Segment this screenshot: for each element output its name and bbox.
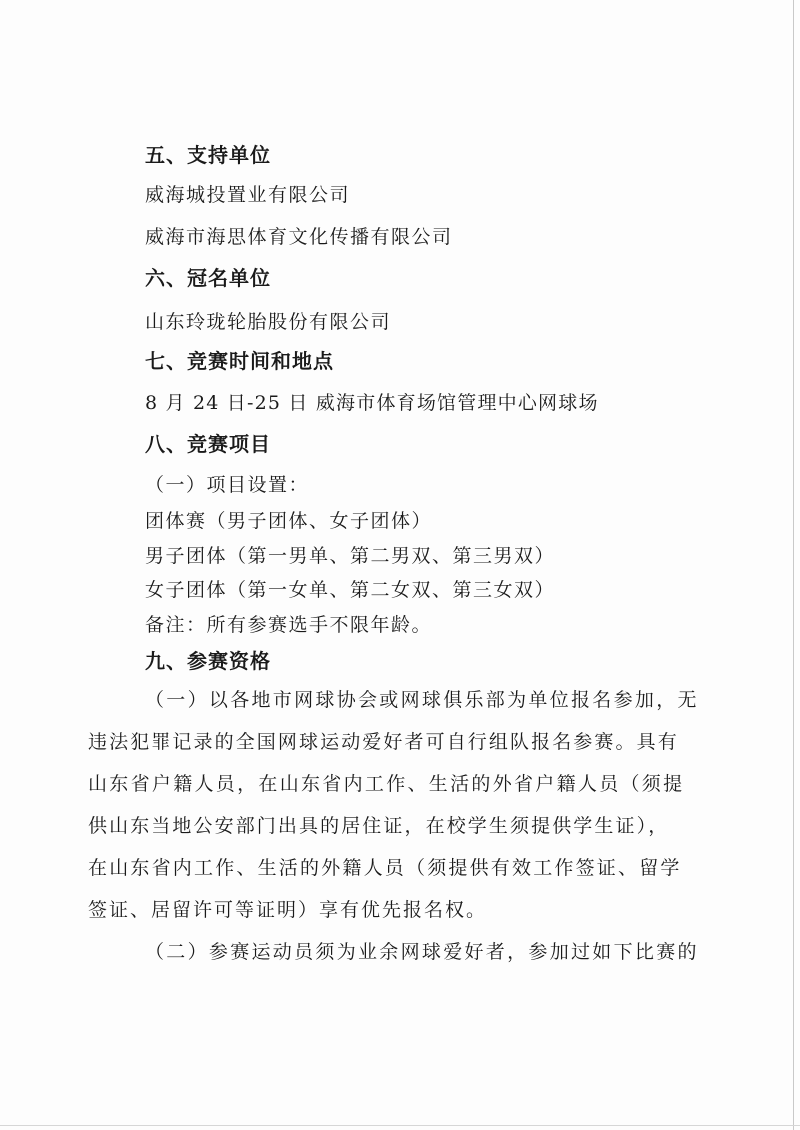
support-unit-2: 威海市海思体育文化传播有限公司	[145, 226, 453, 248]
team-event: 团体赛（男子团体、女子团体）	[145, 510, 433, 532]
eligibility-para1-line5: 在山东省内工作、生活的外籍人员（须提供有效工作签证、留学	[88, 857, 682, 879]
eligibility-para1-line2: 违法犯罪记录的全国网球运动爱好者可自行组队报名参赛。具有	[88, 731, 679, 753]
section-6-heading: 六、冠名单位	[145, 266, 271, 290]
support-unit-1: 威海城投置业有限公司	[145, 184, 351, 206]
age-remark: 备注：所有参赛选手不限年龄。	[145, 614, 433, 636]
title-sponsor: 山东玲珑轮胎股份有限公司	[145, 311, 392, 333]
eligibility-para1-line3: 山东省户籍人员，在山东省内工作、生活的外省户籍人员（须提	[88, 773, 685, 795]
eligibility-para2-line1: （二）参赛运动员须为业余网球爱好者，参加过如下比赛的	[145, 941, 699, 963]
eligibility-para1-line6: 签证、居留许可等证明）享有优先报名权。	[88, 899, 488, 921]
time-and-venue: 8 月 24 日-25 日 威海市体育场馆管理中心网球场	[145, 392, 599, 414]
page-edge-bottom	[0, 1125, 800, 1126]
eligibility-para1-line4: 供山东当地公安部门出具的居住证，在校学生须提供学生证），	[88, 815, 670, 837]
men-team-event: 男子团体（第一男单、第二男双、第三男双）	[145, 545, 556, 567]
eligibility-para1-line1: （一）以各地市网球协会或网球俱乐部为单位报名参加，无	[145, 689, 699, 711]
section-8-heading: 八、竞赛项目	[145, 432, 271, 456]
section-5-heading: 五、支持单位	[145, 143, 271, 167]
women-team-event: 女子团体（第一女单、第二女双、第三女双）	[145, 579, 556, 601]
section-7-heading: 七、竞赛时间和地点	[145, 349, 334, 373]
section-9-heading: 九、参赛资格	[145, 649, 271, 673]
events-setup-label: （一）项目设置：	[145, 474, 310, 496]
page-edge-right	[793, 0, 794, 1130]
